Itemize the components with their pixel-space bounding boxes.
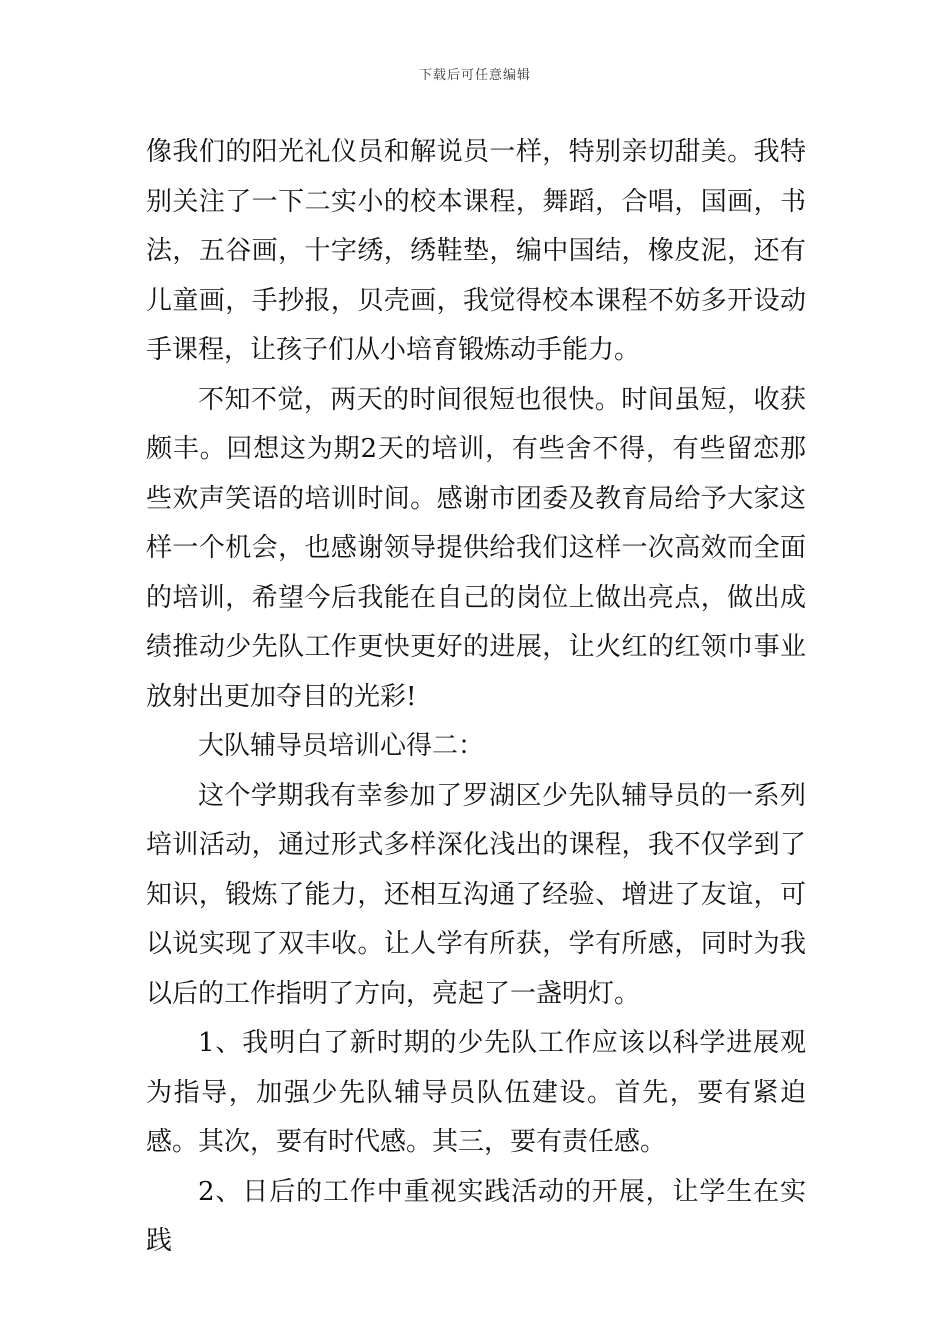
paragraph-3: 这个学期我有幸参加了罗湖区少先队辅导员的一系列培训活动，通过形式多样深化浅出的课程，我不仅学到了知识，锻炼了能力，还相互沟通了经验、增进了友谊，可以说实现了双丰收。让人学有所获，学有所感，同时为我以后的工作指明了方向，亮起了一盏明灯。 — [146, 780, 806, 1009]
paragraph-5: 2、日后的工作中重视实践活动的开展，让学生在实践 — [146, 1176, 806, 1256]
page-header: 下载后可任意编辑 — [418, 68, 531, 83]
paragraph-4: 1、我明白了新时期的少先队工作应该以科学进展观为指导，加强少先队辅导员队伍建设。首先，要有紧迫感。其次，要有时代感。其三，要有责任感。 — [146, 1028, 806, 1157]
section-heading: 大队辅导员培训心得二： — [198, 731, 485, 761]
document-body — [146, 128, 806, 1267]
paragraph-1: 像我们的阳光礼仪员和解说员一样，特别亲切甜美。我特别关注了一下二实小的校本课程，舞蹈，合唱，国画，书法，五谷画，十字绣，绣鞋垫，编中国结，橡皮泥，还有儿童画，手抄报，贝壳画，我觉得校本课程不妨多开设动手课程，让孩子们从小培育锻炼动手能力。 — [146, 137, 806, 365]
paragraph-2: 不知不觉，两天的时间很短也很快。时间虽短，收获颇丰。回想这为期2天的培训，有些舍不得，有些留恋那些欢声笑语的培训时间。感谢市团委及教育局给予大家这样一个机会，也感谢领导提供给我们这样一次高效而全面的培训，希望今后我能在自己的岗位上做出亮点，做出成绩推动少先队工作更快更好的进展，让火红的红领巾事业放射出更加夺目的光彩! — [146, 384, 806, 712]
